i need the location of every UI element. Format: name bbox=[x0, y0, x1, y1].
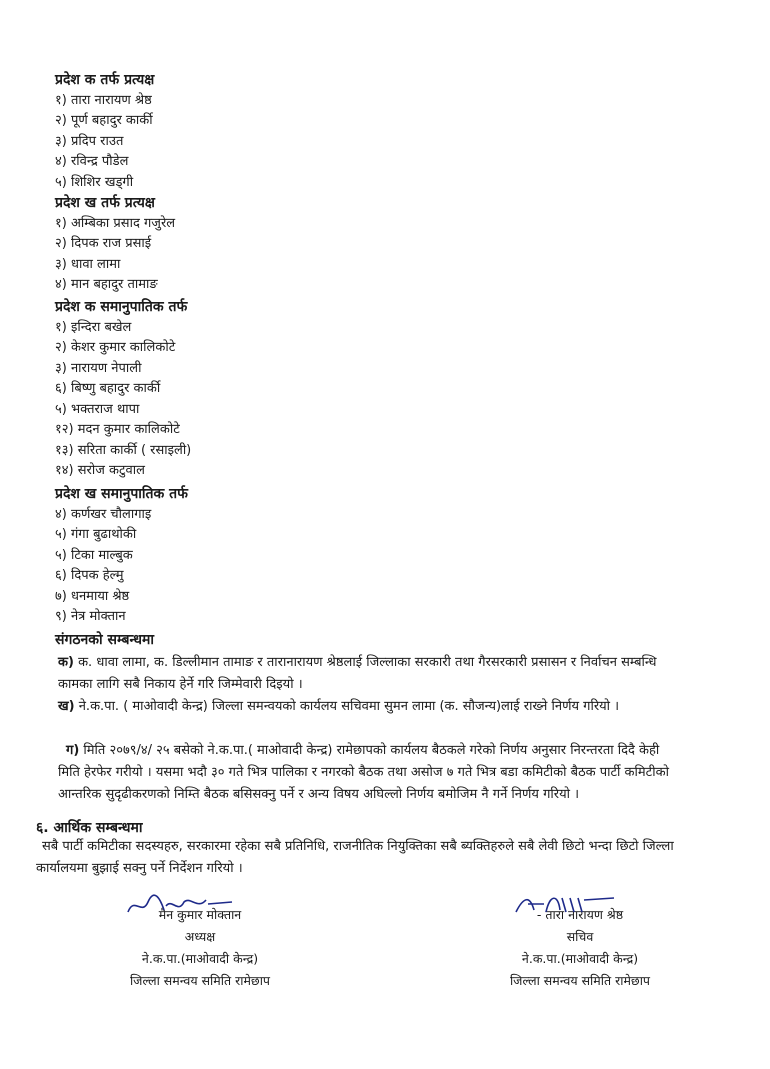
section-heading: प्रदेश क समानुपातिक तर्फ bbox=[55, 299, 188, 315]
list-item: १४) सरोज कटुवाल bbox=[55, 463, 145, 478]
list-item: ७) धनमाया श्रेष्ठ bbox=[55, 588, 130, 604]
paragraph-text: क. धावा लामा, क. डिल्लीमान तामाङ र तारानारायण श्रेष्ठलाई जिल्लाका सरकारी तथा गैरसरकारी प्रसासन र निर्वाचन सम्बन्धि कामका लागि सबै निकाय हेर्ने गरि जिम्मेवारी दिइयो । bbox=[58, 655, 657, 692]
list-item: ३) नारायण नेपाली bbox=[55, 360, 142, 376]
list-item: ५) गंगा बुढाथोकी bbox=[55, 527, 137, 542]
paragraph-kha bbox=[58, 696, 678, 718]
paragraph-label: क) bbox=[58, 655, 74, 670]
list-item: १) तारा नारायण श्रेष्ठ bbox=[55, 92, 152, 108]
section-heading: प्रदेश क तर्फ प्रत्यक्ष bbox=[55, 72, 155, 88]
list-item: २) केशर कुमार कालिकोटे bbox=[55, 340, 176, 355]
paragraph-label: ग) bbox=[66, 743, 80, 758]
section-pradesh-ka-direct bbox=[55, 70, 675, 193]
finance-heading: ६. आर्थिक सम्बन्धमा bbox=[36, 820, 143, 836]
signature-block-left bbox=[90, 890, 310, 992]
list-item: ५) भक्तराज थापा bbox=[55, 401, 140, 417]
list-item: ४) कर्णखर चौलागाइ bbox=[55, 506, 152, 522]
list-item: ५) शिशिर खड्गी bbox=[55, 174, 134, 190]
list-item: २) दिपक राज प्रसाई bbox=[55, 236, 152, 251]
signature-scribble-left bbox=[120, 892, 240, 920]
list-item: १) इन्दिरा बखेल bbox=[55, 319, 132, 335]
paragraph-label: ख) bbox=[58, 699, 75, 714]
signatory-office: जिल्ला समन्वय समिति रामेछाप bbox=[129, 973, 271, 988]
list-item: ५) टिका माल्बुक bbox=[55, 547, 133, 563]
section-pradesh-ka-proportional bbox=[55, 297, 675, 482]
section-heading: प्रदेश ख तर्फ प्रत्यक्ष bbox=[55, 195, 155, 211]
signatory-party: ने.क.पा.(माओवादी केन्द्र) bbox=[521, 951, 639, 966]
paragraph-ga bbox=[58, 740, 678, 806]
list-item: ४) मान बहादुर तामाङ bbox=[55, 277, 158, 292]
paragraph-text: मिति २०७९/४/ २५ बसेको ने.क.पा.( माओवादी केन्द्र) रामेछापको कार्यलय बैठकले गरेको निर्णय अनुसार निरन्तरता दिदै केही मिति हेरफेर गरीयो । यसमा भदौ ३० गते भित्र पालिका र नगरको बैठक तथा असोज ७ गते भित्र बडा कमिटीको बैठक पार्टी कमिटीको आन्तरिक सुदृढीकरणको निम्ति बैठक बसिसक्नु पर्ने र अन्य विषय अघिल्लो निर्णय बमोजिम नै गर्ने निर्णय गरियो । bbox=[58, 743, 669, 802]
section-pradesh-kha-direct bbox=[55, 193, 675, 296]
list-item: ६) बिष्णु बहादुर कार्की bbox=[55, 381, 161, 396]
list-item: १२) मदन कुमार कालिकोटे bbox=[55, 422, 180, 437]
finance-paragraph: सबै पार्टी कमिटीका सदस्यहरु, सरकारमा रहेका सबै प्रतिनिधि, राजनीतिक नियुक्तिका सबै ब्यक्तिहरुले सबै लेवी छिटो भन्दा छिटो जिल्ला कार्यालयमा बुझाई सक्नु पर्ने निर्देशन गरियो । bbox=[36, 839, 674, 876]
signature-scribble-right bbox=[510, 890, 620, 920]
section-heading: प्रदेश ख समानुपातिक तर्फ bbox=[55, 486, 188, 502]
signatory-name: - तारा नारायण श्रेष्ठ bbox=[536, 907, 624, 922]
signatory-party: ने.क.पा.(माओवादी केन्द्र) bbox=[141, 951, 259, 966]
list-item: ३) धावा लामा bbox=[55, 256, 121, 272]
signatory-name: मैन कुमार मोक्तान bbox=[158, 907, 242, 922]
list-item: ९) नेत्र मोक्तान bbox=[55, 609, 126, 624]
paragraph-text: ने.क.पा. ( माओवादी केन्द्र) जिल्ला समन्वयको कार्यलय सचिवमा सुमन लामा (क. सौजन्य)लाई राख्ने निर्णय गरियो । bbox=[78, 699, 620, 714]
organization-heading: संगठनको सम्बन्धमा bbox=[55, 632, 154, 648]
signatory-office: जिल्ला समन्वय समिति रामेछाप bbox=[509, 973, 651, 988]
list-item: ३) प्रदिप राउत bbox=[55, 133, 124, 149]
paragraph-ka bbox=[58, 652, 678, 696]
list-item: ६) दिपक हेल्मु bbox=[55, 568, 124, 583]
section-pradesh-kha-proportional bbox=[55, 484, 675, 628]
signatory-role: सचिव bbox=[566, 929, 594, 944]
signatory-role: अध्यक्ष bbox=[184, 929, 216, 944]
list-item: १३) सरिता कार्की ( रसाइली) bbox=[55, 442, 192, 458]
signature-block-right bbox=[470, 890, 690, 992]
list-item: २) पूर्ण बहादुर कार्की bbox=[55, 113, 153, 128]
list-item: १) अम्बिका प्रसाद गजुरेल bbox=[55, 215, 176, 231]
list-item: ४) रविन्द्र पौडेल bbox=[55, 154, 129, 169]
